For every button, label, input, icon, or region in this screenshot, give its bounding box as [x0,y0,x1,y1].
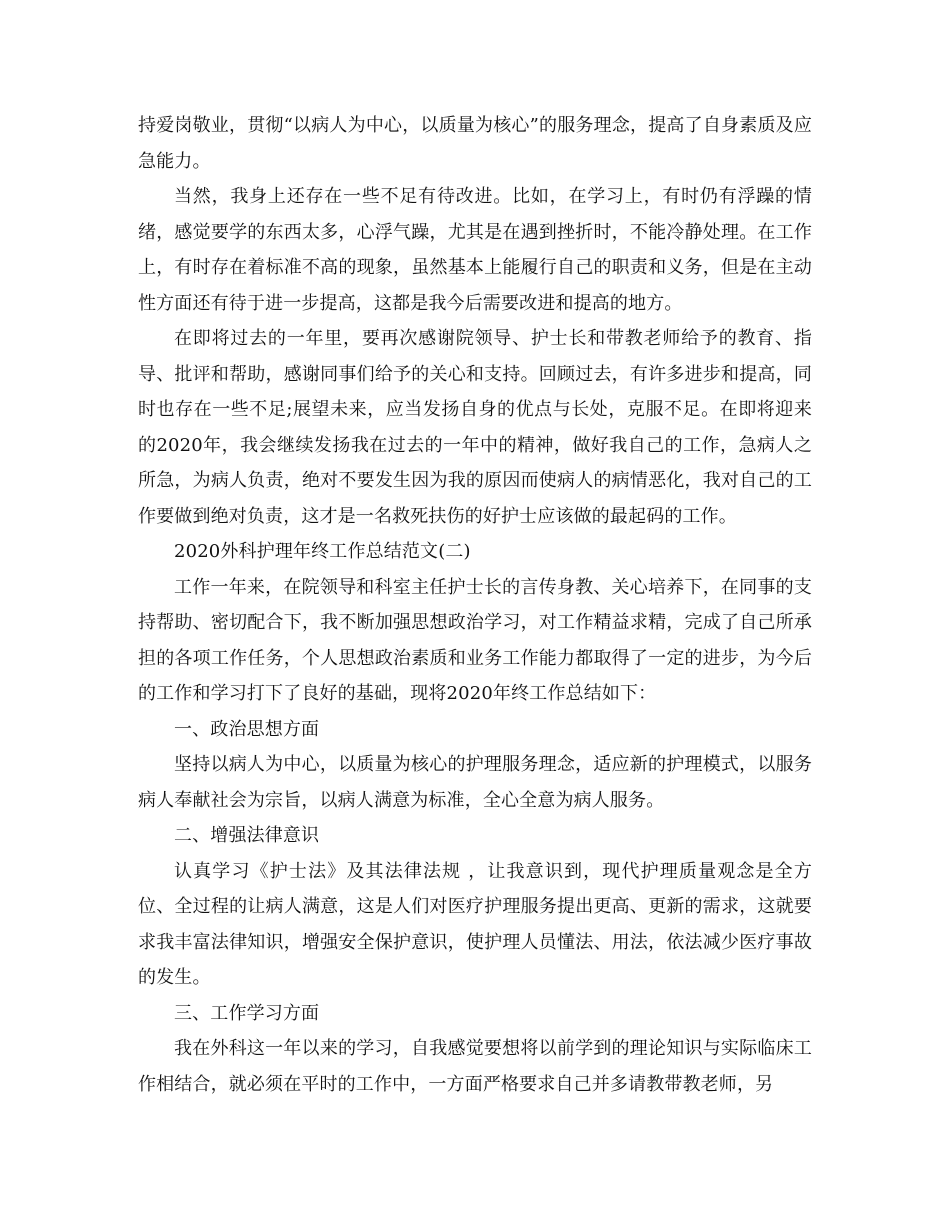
paragraph-shortcomings: 当然，我身上还存在一些不足有待改进。比如，在学习上，有时仍有浮躁的情绪，感觉要学的东西太多，心浮气躁，尤其是在遇到挫折时，不能冷静处理。在工作上，有时存在着标准不高的现象，虽然基本上能履行自己的职责和义务，但是在主动性方面还有待于进一步提高，这都是我今后需要改进和提高的地方。 [138,186,812,314]
heading-work-study: 三、工作学习方面 [174,1002,320,1024]
heading-political-thought: 一、政治思想方面 [174,718,320,740]
paragraph-intro: 工作一年来，在院领导和科室主任护士长的言传身教、关心培养下，在同事的支持帮助、密切配合下，我不断加强思想政治学习，对工作精益求精，完成了自己所承担的各项工作任务，个人思想政治素质和业务工作能力都取得了一定的进步，为今后的工作和学习打下了良好的基础，现将2020年终工作总结如下： [138,576,812,704]
section-title-second-summary: 2020外科护理年终工作总结范文(二) [174,541,471,562]
paragraph-work-study: 我在外科这一年以来的学习，自我感觉要想将以前学到的理论知识与实际临床工作相结合，就必须在平时的工作中，一方面严格要求自己并多请教带教老师，另 [138,1038,812,1095]
paragraph-political-thought: 坚持以病人为中心，以质量为核心的护理服务理念，适应新的护理模式，以服务病人奉献社会为宗旨，以病人满意为标准，全心全意为病人服务。 [138,754,812,811]
paragraph-continuation: 持爱岗敬业，贯彻“以病人为中心，以质量为核心”的服务理念，提高了自身素质及应急能力。 [138,115,812,172]
paragraph-legal-awareness: 认真学习《护士法》及其法律法规 ，让我意识到，现代护理质量观念是全方位、全过程的让病人满意，这是人们对医疗护理服务提出更高、更新的需求，这就要求我丰富法律知识，增强安全保护意识，使护理人员懂法、用法，依法减少医疗事故的发生。 [138,860,812,988]
document-body [138,108,812,1102]
heading-legal-awareness: 二、增强法律意识 [174,825,320,846]
paragraph-thanks: 在即将过去的一年里，要再次感谢院领导、护士长和带教老师给予的教育、指导、批评和帮助，感谢同事们给予的关心和支持。回顾过去，有许多进步和提高，同时也存在一些不足;展望未来，应当发扬自身的优点与长处，克服不足。在即将迎来的2020年，我会继续发扬我在过去的一年中的精神，做好我自己的工作，急病人之所急，为病人负责，绝对不要发生因为我的原因而使病人的病情恶化，我对自己的工作要做到绝对负责，这才是一名救死扶伤的好护士应该做的最起码的工作。 [138,328,812,527]
